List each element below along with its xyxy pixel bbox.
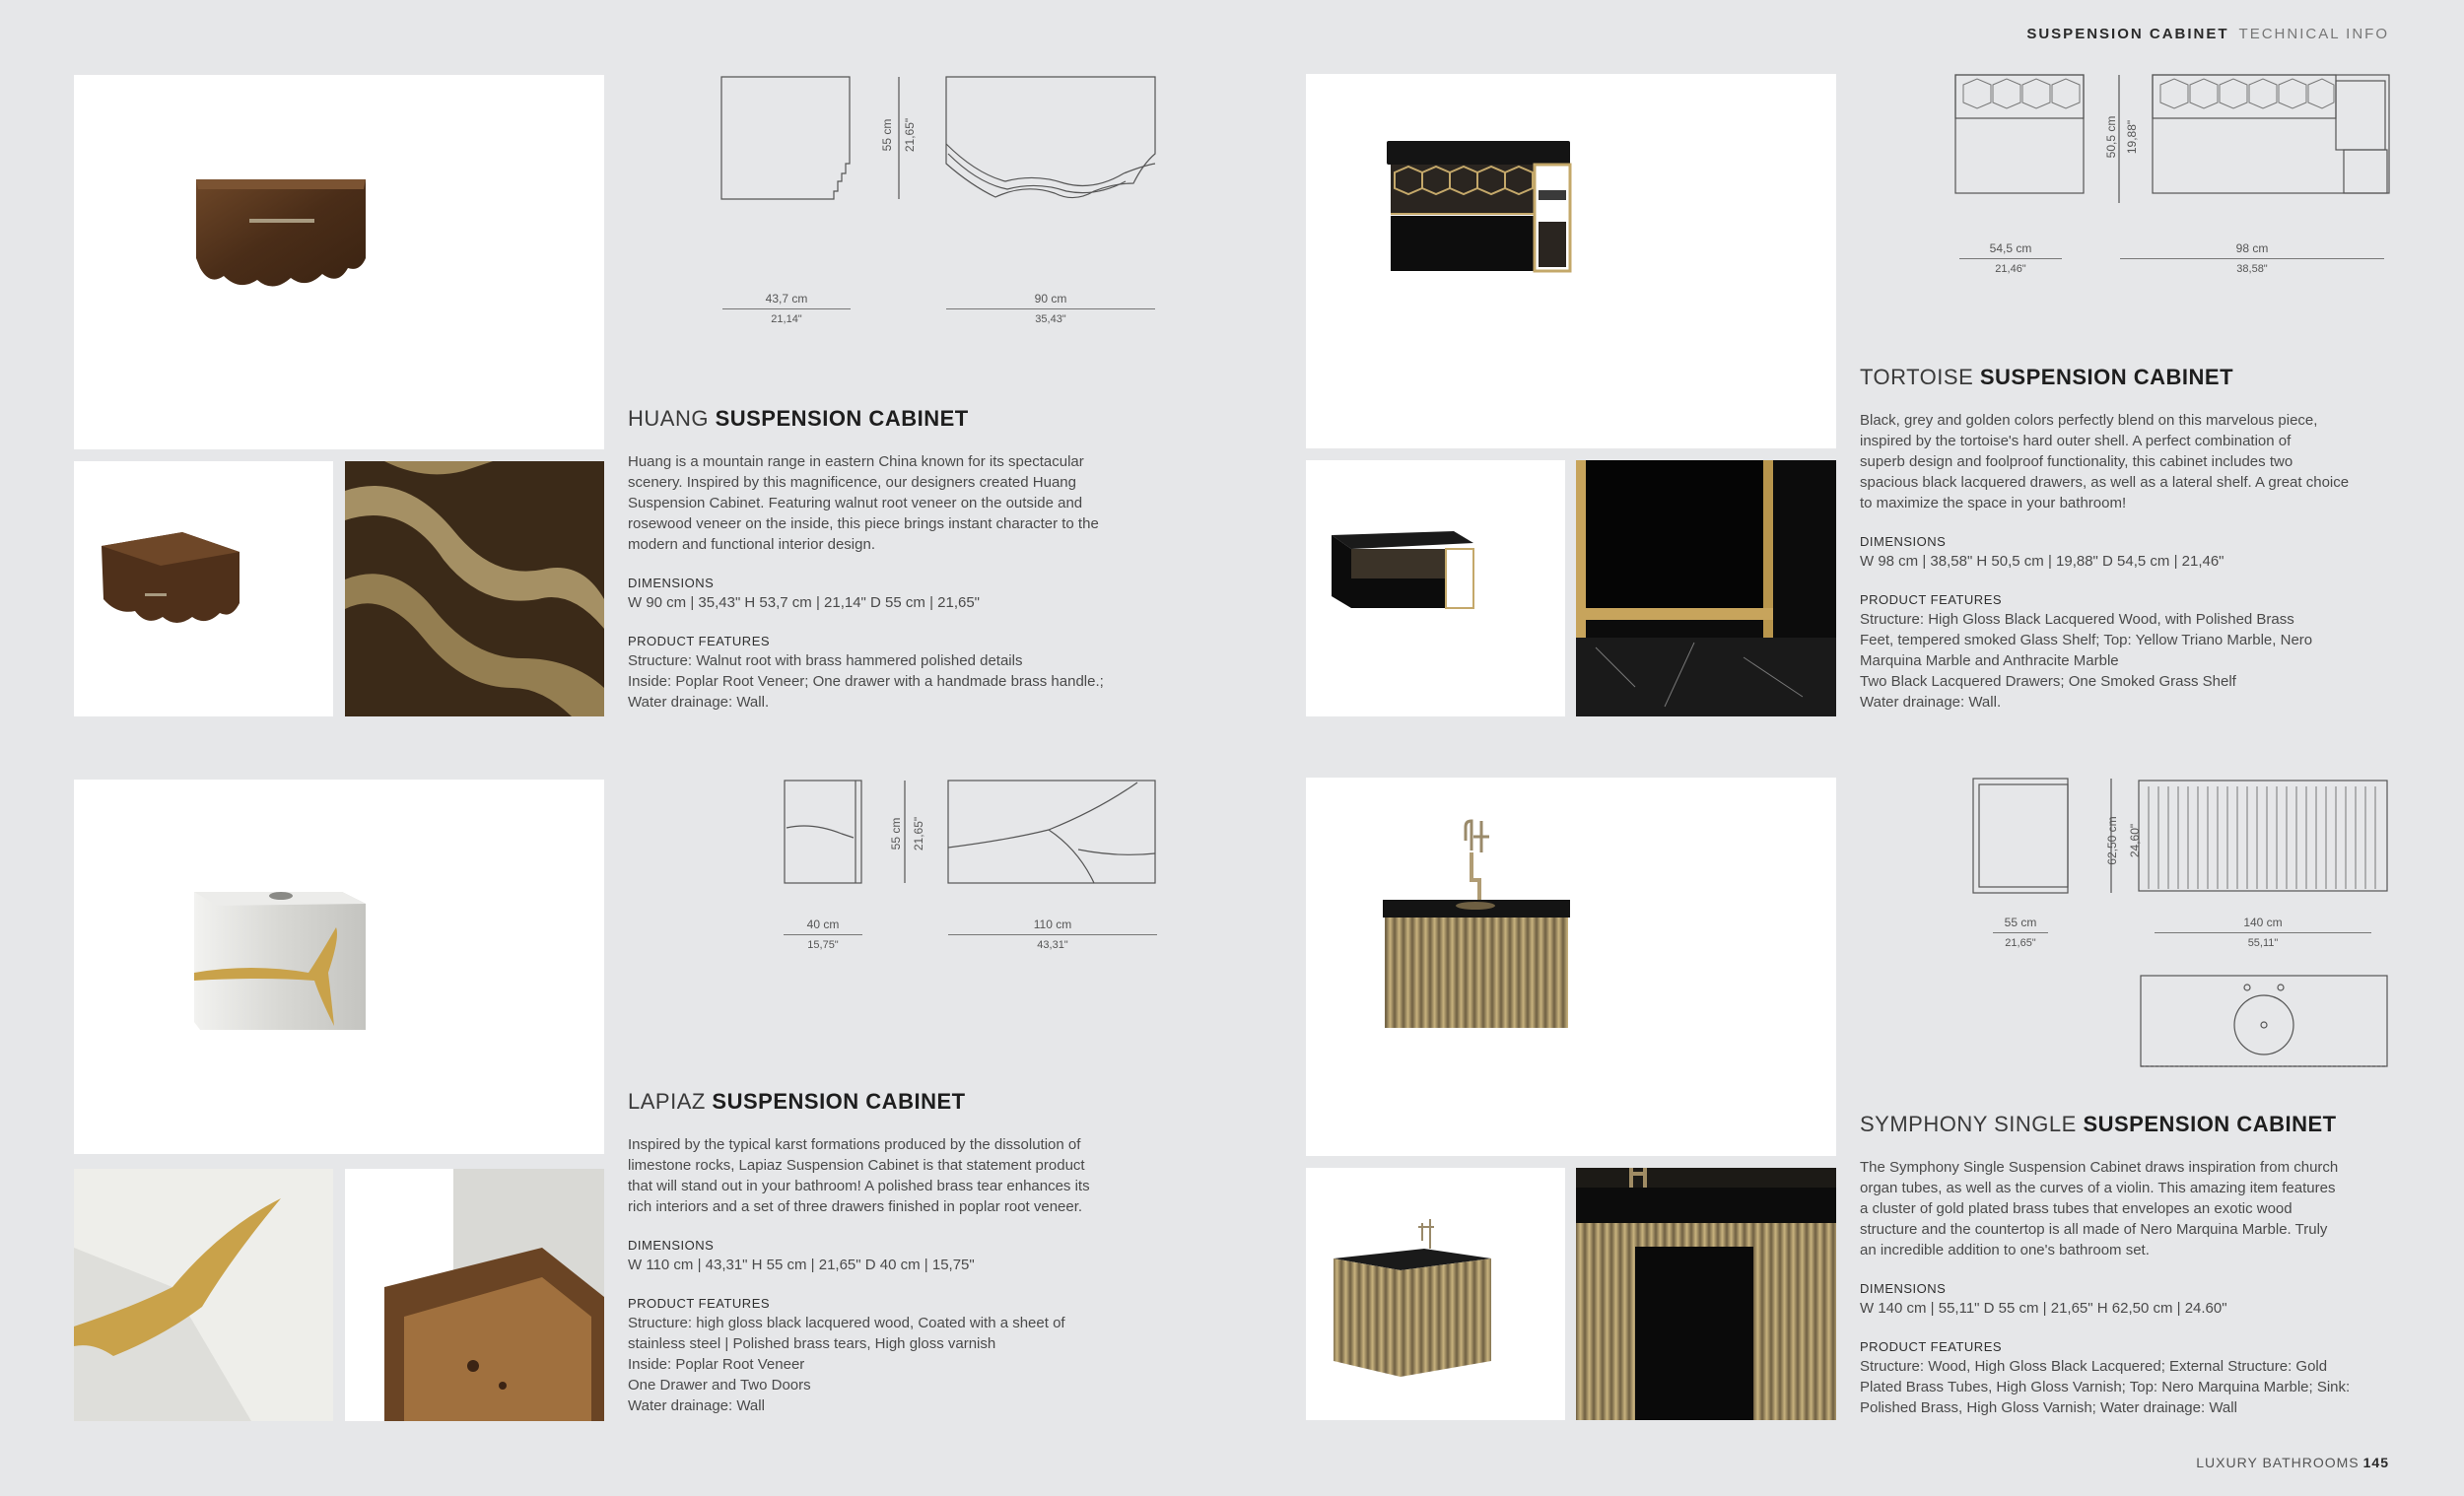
huang-main-photo [74, 75, 604, 449]
huang-side-photo [74, 461, 333, 716]
page-footer [2196, 1455, 2389, 1470]
tortoise-features-label: PRODUCT FEATURES [1860, 592, 2003, 607]
tortoise-title-bold: SUSPENSION CABINET [1979, 365, 2234, 389]
tortoise-detail-photo [1576, 460, 1836, 716]
huang-desc-line: Huang is a mountain range in eastern China known for its spectacular [628, 453, 1084, 470]
lapiaz-side-width-in: 15,75" [807, 939, 839, 951]
lapiaz-desc-line: Inspired by the typical karst formations produced by the dissolution of [628, 1136, 1081, 1153]
tortoise-description [1860, 410, 2412, 513]
lapiaz-description [628, 1134, 1180, 1217]
lapiaz-front-dimension [948, 918, 1157, 951]
tortoise-front-width-in: 38,58" [2236, 263, 2268, 275]
tortoise-dimensions-label: DIMENSIONS [1860, 534, 1947, 549]
symphony-detail-photo [1576, 1168, 1836, 1420]
huang-features-label: PRODUCT FEATURES [628, 634, 771, 648]
page-number: 145 [2362, 1455, 2389, 1470]
tortoise-features [1860, 609, 2412, 713]
tortoise-side-width-cm: 54,5 cm [1989, 241, 2032, 255]
tortoise-side-width-in: 21,46" [1995, 263, 2026, 275]
lapiaz-dimensions: W 110 cm | 43,31" H 55 cm | 21,65" D 40 cm | 15,75" [628, 1257, 975, 1273]
lapiaz-main-photo [74, 780, 604, 1154]
huang-feature-line: Water drainage: Wall. [628, 694, 770, 711]
lapiaz-feature-line: Structure: high gloss black lacquered wood, Coated with a sheet of [628, 1315, 1065, 1331]
tortoise-feature-line: Feet, tempered smoked Glass Shelf; Top: Yellow Triano Marble, Nero [1860, 632, 2313, 648]
huang-text [628, 451, 1180, 713]
symphony-features-label: PRODUCT FEATURES [1860, 1339, 2003, 1354]
symphony-dimensions-label: DIMENSIONS [1860, 1281, 1947, 1296]
huang-detail-photo [345, 461, 604, 716]
tortoise-feature-line: Marquina Marble and Anthracite Marble [1860, 652, 2119, 669]
tortoise-technical-drawing [1953, 75, 2392, 203]
symphony-side-width-in: 21,65" [2005, 937, 2036, 949]
huang-height-in: 21,65" [903, 117, 917, 153]
huang-dimensions-label: DIMENSIONS [628, 576, 715, 590]
tortoise-side-dimension [1959, 241, 2062, 275]
symphony-front-width-cm: 140 cm [2243, 916, 2283, 929]
tortoise-desc-line: superb design and foolproof functionality, this cabinet includes two [1860, 453, 2293, 470]
tortoise-height-in: 19,88" [2125, 119, 2139, 155]
huang-height-cm: 55 cm [880, 118, 894, 152]
symphony-front-dimension [2155, 916, 2371, 949]
huang-title-bold: SUSPENSION CABINET [715, 406, 969, 431]
symphony-height-in: 24,60" [2128, 823, 2142, 858]
tortoise-feature-line: Two Black Lacquered Drawers; One Smoked Grass Shelf [1860, 673, 2236, 690]
symphony-desc-line: organ tubes, as well as the curves of a violin. This amazing item features [1860, 1180, 2336, 1196]
huang-front-width-cm: 90 cm [1034, 292, 1067, 306]
tortoise-height-cm: 50,5 cm [2104, 115, 2118, 159]
lapiaz-height-in: 21,65" [912, 816, 925, 851]
huang-features [628, 650, 1180, 713]
huang-title-prefix: HUANG [628, 406, 716, 431]
symphony-title [1860, 1112, 2337, 1137]
lapiaz-title-bold: SUSPENSION CABINET [712, 1089, 966, 1114]
symphony-desc-line: an incredible addition to one's bathroom set. [1860, 1242, 2150, 1258]
symphony-title-bold: SUSPENSION CABINET [2083, 1112, 2337, 1136]
huang-feature-line: Inside: Poplar Root Veneer; One drawer with a handmade brass handle.; [628, 673, 1104, 690]
lapiaz-side-width-cm: 40 cm [806, 918, 840, 931]
tortoise-front-dimension [2120, 241, 2384, 275]
lapiaz-feature-line: Inside: Poplar Root Veneer [628, 1356, 805, 1373]
huang-side-width-in: 21,14" [771, 313, 802, 325]
tortoise-title-prefix: TORTOISE [1860, 365, 1980, 389]
huang-side-dimension [722, 292, 851, 325]
lapiaz-desc-line: that will stand out in your bathroom! A polished brass tear enhances its [628, 1178, 1090, 1194]
symphony-title-prefix: SYMPHONY SINGLE [1860, 1112, 2084, 1136]
header-title: SUSPENSION CABINET [2026, 26, 2229, 42]
symphony-dimensions: W 140 cm | 55,11" D 55 cm | 21,65" H 62,50 cm | 24.60" [1860, 1300, 2227, 1317]
footer-label: LUXURY BATHROOMS [2196, 1455, 2360, 1470]
symphony-front-width-in: 55,11" [2247, 937, 2279, 949]
page-header [2026, 26, 2389, 42]
huang-title [628, 406, 969, 432]
symphony-feature-line: Structure: Wood, High Gloss Black Lacquered; External Structure: Gold [1860, 1358, 2328, 1375]
tortoise-front-width-cm: 98 cm [2235, 241, 2269, 255]
lapiaz-technical-drawing [783, 781, 1157, 889]
tortoise-feature-line: Structure: High Gloss Black Lacquered Wood, with Polished Brass [1860, 611, 2294, 628]
lapiaz-detail-photo [74, 1169, 333, 1421]
tortoise-main-photo [1306, 74, 1836, 448]
symphony-side-dimension [1993, 916, 2048, 949]
symphony-desc-line: a cluster of gold plated brass tubes that envelopes an exotic wood [1860, 1200, 2293, 1217]
tortoise-title [1860, 365, 2233, 390]
symphony-feature-line: Polished Brass, High Gloss Varnish; Water drainage: Wall [1860, 1399, 2237, 1416]
tortoise-feature-line: Water drainage: Wall. [1860, 694, 2002, 711]
huang-dimensions: W 90 cm | 35,43" H 53,7 cm | 21,14" D 55 cm | 21,65" [628, 594, 980, 611]
lapiaz-desc-line: limestone rocks, Lapiaz Suspension Cabinet is that statement product [628, 1157, 1085, 1174]
lapiaz-dimensions-label: DIMENSIONS [628, 1238, 715, 1253]
lapiaz-side-dimension [784, 918, 862, 951]
symphony-desc-line: structure and the countertop is all made of Nero Marquina Marble. Truly [1860, 1221, 2328, 1238]
huang-front-dimension [946, 292, 1155, 325]
lapiaz-front-width-in: 43,31" [1037, 939, 1068, 951]
huang-front-width-in: 35,43" [1035, 313, 1066, 325]
huang-description [628, 451, 1180, 555]
tortoise-side-photo [1306, 460, 1565, 716]
lapiaz-text [628, 1134, 1180, 1416]
huang-feature-line: Structure: Walnut root with brass hammered polished details [628, 652, 1023, 669]
lapiaz-feature-line: One Drawer and Two Doors [628, 1377, 811, 1394]
symphony-feature-line: Plated Brass Tubes, High Gloss Varnish; Top: Nero Marquina Marble; Sink: [1860, 1379, 2351, 1395]
tortoise-desc-line: spacious black lacquered drawers, as well as a lateral shelf. A great choice [1860, 474, 2350, 491]
lapiaz-title [628, 1089, 966, 1115]
symphony-description [1860, 1157, 2412, 1260]
lapiaz-title-prefix: LAPIAZ [628, 1089, 713, 1114]
symphony-main-photo [1306, 778, 1836, 1156]
symphony-text [1860, 1157, 2412, 1418]
symphony-side-photo [1306, 1168, 1565, 1420]
lapiaz-desc-line: rich interiors and a set of three drawers finished in poplar root veneer. [628, 1198, 1083, 1215]
lapiaz-feature-line: stainless steel | Polished brass tears, High gloss varnish [628, 1335, 996, 1352]
header-subtitle: TECHNICAL INFO [2238, 26, 2389, 42]
huang-desc-line: scenery. Inspired by this magnificence, our designers created Huang [628, 474, 1076, 491]
huang-desc-line: Suspension Cabinet. Featuring walnut root veneer on the outside and [628, 495, 1083, 511]
huang-desc-line: modern and functional interior design. [628, 536, 875, 553]
tortoise-desc-line: Black, grey and golden colors perfectly blend on this marvelous piece, [1860, 412, 2318, 429]
huang-desc-line: rosewood veneer on the inside, this piece brings instant character to the [628, 515, 1099, 532]
huang-side-width-cm: 43,7 cm [765, 292, 808, 306]
tortoise-text [1860, 410, 2412, 713]
lapiaz-features-label: PRODUCT FEATURES [628, 1296, 771, 1311]
lapiaz-front-width-cm: 110 cm [1033, 918, 1072, 931]
tortoise-desc-line: to maximize the space in your bathroom! [1860, 495, 2127, 511]
symphony-side-width-cm: 55 cm [2004, 916, 2037, 929]
symphony-height-cm: 62,50 cm [2105, 816, 2119, 865]
lapiaz-features [628, 1313, 1180, 1416]
tortoise-dimensions: W 98 cm | 38,58" H 50,5 cm | 19,88" D 54,5 cm | 21,46" [1860, 553, 2224, 570]
lapiaz-feature-line: Water drainage: Wall [628, 1397, 765, 1414]
lapiaz-drawer-photo [345, 1169, 604, 1421]
lapiaz-height-cm: 55 cm [889, 817, 903, 850]
symphony-desc-line: The Symphony Single Suspension Cabinet draws inspiration from church [1860, 1159, 2339, 1176]
huang-technical-drawing [719, 75, 1153, 233]
tortoise-desc-line: inspired by the tortoise's hard outer shell. A perfect combination of [1860, 433, 2292, 449]
symphony-features [1860, 1356, 2412, 1418]
